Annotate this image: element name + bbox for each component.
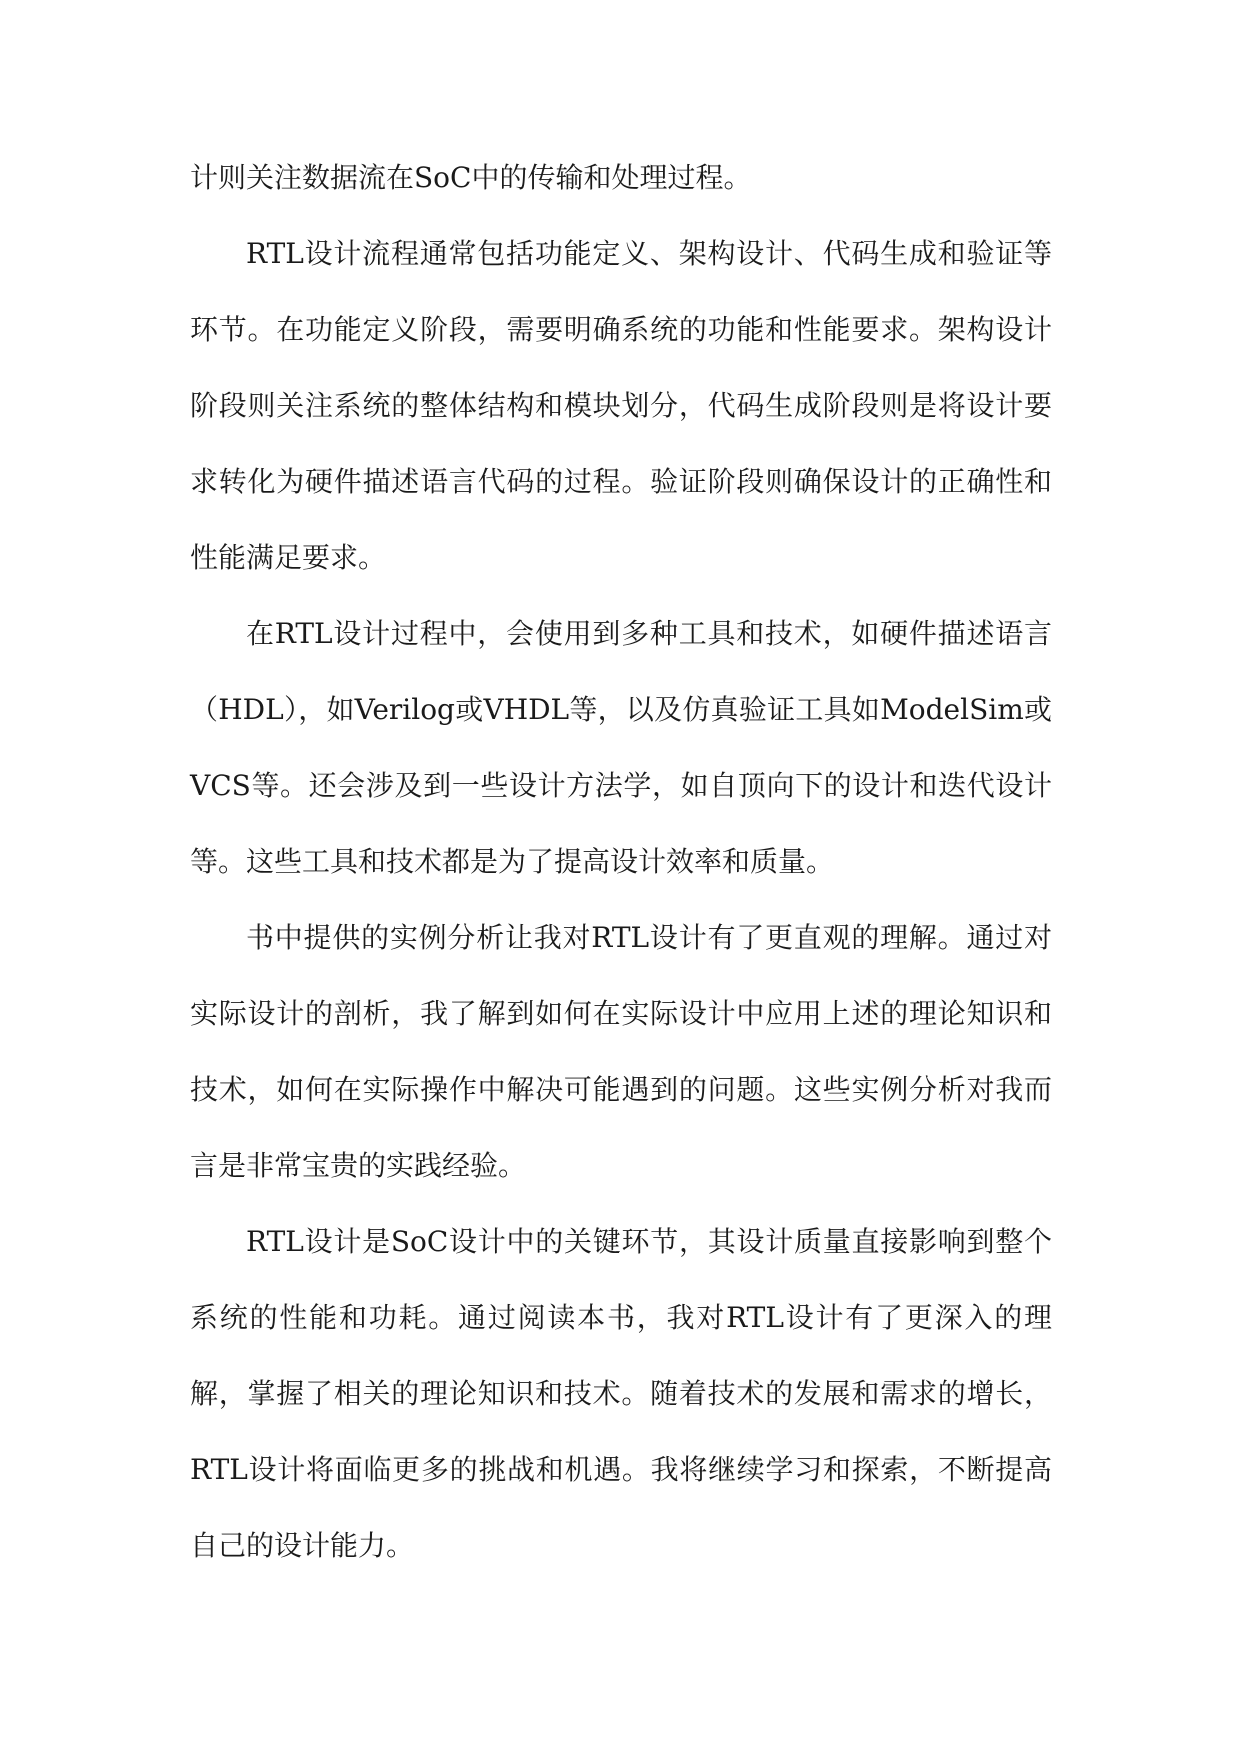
paragraph-5: RTL设计是SoC设计中的关键环节，其设计质量直接影响到整个系统的性能和功耗。通过阅读本书，我对RTL设计有了更深入的理解，掌握了相关的理论知识和技术。随着技术的发展和需求的增长，RTL设计将面临更多的挑战和机遇。我将继续学习和探索，不断提高自己的设计能力。 [190, 1225, 1052, 1562]
document-body [190, 140, 1052, 1584]
paragraph-1: 计则关注数据流在SoC中的传输和处理过程。 [190, 161, 752, 194]
paragraph-3: 在RTL设计过程中，会使用到多种工具和技术，如硬件描述语言（HDL），如Verilog或VHDL等，以及仿真验证工具如ModelSim或VCS等。还会涉及到一些设计方法学，如自顶向下的设计和迭代设计等。这些工具和技术都是为了提高设计效率和质量。 [190, 617, 1052, 878]
paragraph-4: 书中提供的实例分析让我对RTL设计有了更直观的理解。通过对实际设计的剖析，我了解到如何在实际设计中应用上述的理论知识和技术，如何在实际操作中解决可能遇到的问题。这些实例分析对我而言是非常宝贵的实践经验。 [190, 921, 1052, 1182]
paragraph-2: RTL设计流程通常包括功能定义、架构设计、代码生成和验证等环节。在功能定义阶段，需要明确系统的功能和性能要求。架构设计阶段则关注系统的整体结构和模块划分，代码生成阶段则是将设计要求转化为硬件描述语言代码的过程。验证阶段则确保设计的正确性和性能满足要求。 [190, 237, 1052, 574]
